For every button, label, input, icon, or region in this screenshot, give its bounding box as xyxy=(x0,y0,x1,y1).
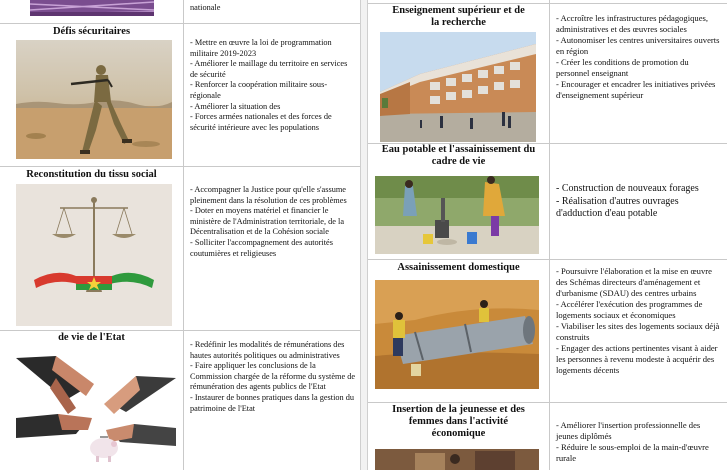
section-title: Défis sécuritaires xyxy=(52,26,131,37)
row-previous xyxy=(0,0,360,24)
bullet-item: - Accélérer l'exécution des programmes de logements sociaux et économiques xyxy=(556,299,703,320)
section-title: Enseignement supérieur et de la recherche xyxy=(392,5,525,28)
bullet-item: - Accroître les infrastructures pédagogiques, administratives et des œuvres sociales xyxy=(556,13,709,34)
column-gutter xyxy=(360,0,368,470)
text-cell xyxy=(184,0,360,23)
bullet-item: - Viabiliser les sites des logements sociaux déjà construits xyxy=(556,321,720,342)
bullet-item: - Autonomiser les centres universitaires ouverts en région xyxy=(556,35,720,56)
hands-piggybank-image xyxy=(16,348,176,466)
pipe-construction-photo xyxy=(375,280,539,389)
bullet-item: - Encourager et encadrer les initiatives privées d'enseignement supérieur xyxy=(556,79,716,100)
row-train-de-vie xyxy=(0,331,360,470)
bullet-item: - Améliorer la situation des xyxy=(190,101,281,111)
bullet-item: - Améliorer le maillage du territoire en services de sécurité xyxy=(190,59,348,79)
section-title: Reconstitution du tissu social xyxy=(26,169,157,180)
workshop-photo xyxy=(375,449,539,470)
section-title: Insertion de la jeunesse et des femmes dans l'activité économique xyxy=(392,404,525,439)
soldier-photo xyxy=(16,40,172,159)
bullet-item: - Améliorer l'insertion professionnelle des jeunes diplômés xyxy=(556,420,701,441)
section-title: Assainissement domestique xyxy=(397,262,520,273)
purple-fabric-image xyxy=(30,0,154,16)
bullet-item: - Construction de nouveaux forages xyxy=(556,183,699,194)
bullet-item: - Accompagner la Justice pour qu'elle s'assume pleinement dans la résolution de ces problèmes xyxy=(190,185,347,205)
bullet-item: - Renforcer la coopération militaire sous-régionale xyxy=(190,80,328,100)
row-assainissement xyxy=(368,260,727,403)
image-cell xyxy=(0,167,184,330)
left-column xyxy=(0,0,360,470)
water-pump-photo xyxy=(375,176,539,254)
right-column xyxy=(368,0,727,470)
text-cell xyxy=(184,331,360,470)
bullet-item: - Poursuivre l'élaboration et la mise en œuvre des Schémas directeurs d'aménagement et d'urbanisme (SDAU) des centres urbains xyxy=(556,266,712,298)
section-title: de vie de l'Etat xyxy=(58,332,125,343)
text-cell xyxy=(184,24,360,166)
bullet-item: - Doter en moyens matériel et financier le ministère de l'Administration territoriale, de la Décentralisation et de la Cohésion sociale xyxy=(190,206,345,237)
bullet-item: - Instaurer de bonnes pratiques dans la gestion du patrimoine de l'Etat xyxy=(190,392,355,413)
section-title: Eau potable et l'assainissement du cadre de vie xyxy=(381,144,536,167)
image-cell xyxy=(368,144,550,259)
bullet-item: - Solliciter l'accompagnement des autorités coutumières et religieuses xyxy=(190,237,333,258)
bullet-item: - Créer les conditions de promotion du personnel enseignant xyxy=(556,57,689,78)
university-building-photo xyxy=(380,32,536,142)
text-cell xyxy=(550,260,727,402)
image-cell xyxy=(0,331,184,470)
image-cell xyxy=(368,403,550,470)
bullet-item: - Réalisation d'autres ouvrages d'adduction d'eau potable xyxy=(556,195,679,219)
bullet-item: - Faire appliquer les conclusions de la Commission chargée de la réforme du système de rémunération des agents publics de l'Etat xyxy=(190,361,356,392)
row-insertion-jeunesse xyxy=(368,403,727,470)
row-defis-securitaires xyxy=(0,24,360,167)
bullet-item: nationale xyxy=(190,3,221,12)
image-cell xyxy=(368,0,550,3)
image-cell xyxy=(0,24,184,166)
text-cell xyxy=(550,403,727,470)
text-cell xyxy=(550,4,727,143)
bullet-item: - Engager des actions pertinentes visant à aider les personnes à revenu modeste à acquérir des logements décents xyxy=(556,343,718,375)
row-enseignement xyxy=(368,4,727,144)
row-tissu-social xyxy=(0,167,360,331)
bullet-item: - Mettre en œuvre la loi de programmation militaire 2019-2023 xyxy=(190,38,332,58)
image-cell xyxy=(368,4,550,143)
scales-of-justice-image xyxy=(16,184,172,326)
bullet-item: - Redéfinir les modalités de rémunérations des hautes autorités politiques ou administratives xyxy=(190,340,345,360)
text-cell xyxy=(550,144,727,259)
image-cell xyxy=(0,0,184,23)
image-cell xyxy=(368,260,550,402)
text-cell xyxy=(184,167,360,330)
bullet-item: - Forces armées nationales et des forces de sécurité intérieure avec les populations xyxy=(190,112,332,132)
row-eau-potable xyxy=(368,144,727,260)
bullet-item: - Réduire le sous-emploi de la main-d'œuvre rurale xyxy=(556,442,709,463)
